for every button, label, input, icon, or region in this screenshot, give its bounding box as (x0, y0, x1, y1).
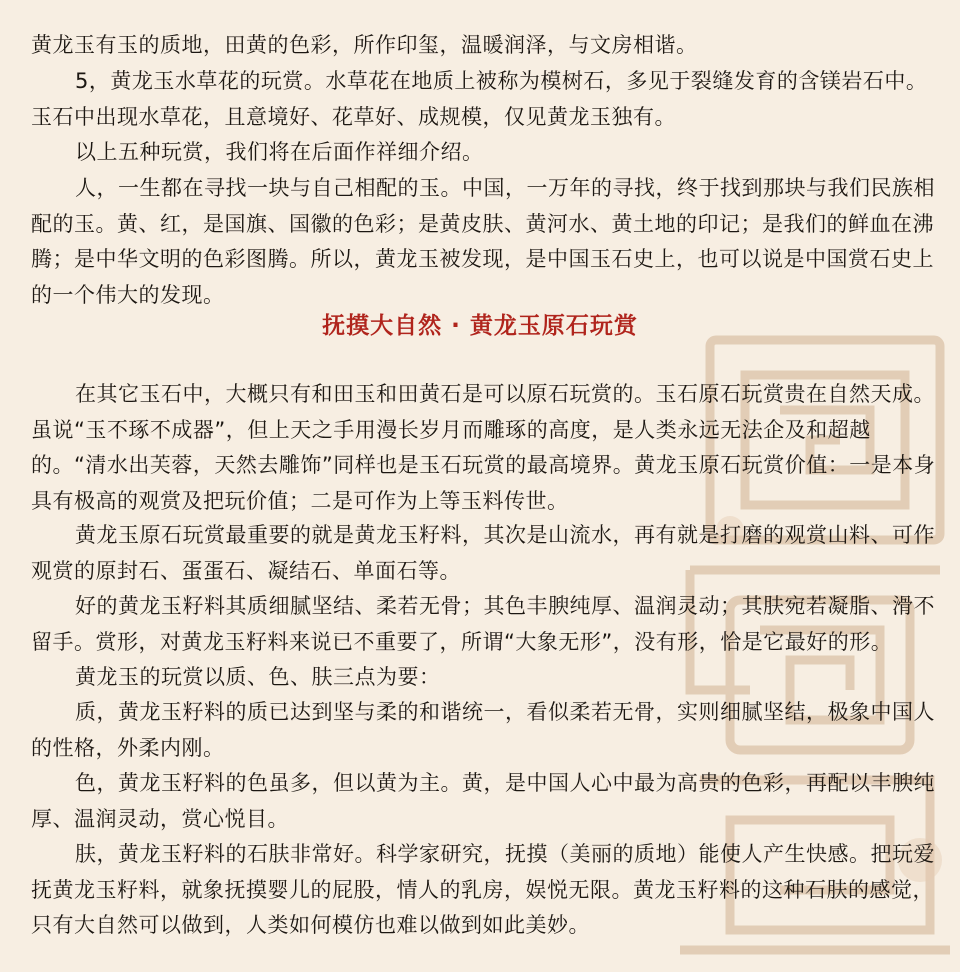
paragraph-summary: 以上五种玩赏，我们将在后面作祥细介绍。 (75, 140, 484, 164)
paragraph-raw-stone: 在其它玉石中，大概只有和田玉和田黄石是可以原石玩赏的。玉石原石玩赏贵在自然天成。虽说“玉不琢不成器”，但上天之手用漫长岁月而雕琢的高度，是人类永远无法企及和超越的。“清水出芙蓉，天然去雕饰”同样也是玉石玩赏的最高境界。黄龙玉原石玩赏价值：一是本身具有极高的观赏及把玩价值；二是可作为上等玉料传世。 (31, 382, 936, 513)
paragraph-color: 色，黄龙玉籽料的色虽多，但以黄为主。黄，是中国人心中最为高贵的色彩，再配以丰腴纯厚、温润灵动，赏心悦目。 (31, 771, 935, 831)
section-heading: 抚摸大自然 · 黄龙玉原石玩赏 (322, 313, 638, 339)
paragraph-texture: 质，黄龙玉籽料的质已达到坚与柔的和谐统一，看似柔若无骨，实则细腻坚结，极象中国人的性格，外柔内刚。 (31, 700, 935, 760)
paragraph-discovery: 人，一生都在寻找一块与自己相配的玉。中国，一万年的寻找，终于找到那块与我们民族相配的玉。黄、红，是国旗、国徽的色彩；是黄皮肤、黄河水、黄土地的印记；是我们的鲜血在沸腾；是中华文明的色彩图腾。所以，黄龙玉被发现，是中国玉石史上，也可以说是中国赏石史上的一个伟大的发现。 (31, 176, 935, 307)
paragraph-quality: 好的黄龙玉籽料其质细腻坚结、柔若无骨；其色丰腴纯厚、温润灵动；其肤宛若凝脂、滑不留手。赏形，对黄龙玉籽料来说已不重要了，所谓“大象无形”，没有形，恰是它最好的形。 (31, 594, 935, 654)
paragraph-intro: 黄龙玉有玉的质地，田黄的色彩，所作印玺，温暖润泽，与文房相谐。 (31, 33, 698, 57)
paragraph-skin: 肤，黄龙玉籽料的石肤非常好。科学家研究，抚摸（美丽的质地）能使人产生快感。把玩爱抚黄龙玉籽料，就象抚摸婴儿的屁股，情人的乳房，娱悦无限。黄龙玉籽料的这种石肤的感觉，只有大自然可以做到，人类如何模仿也难以做到如此美妙。 (31, 842, 935, 937)
paragraph-three-points: 黄龙玉的玩赏以质、色、肤三点为要： (75, 665, 441, 689)
paragraph-item-5: 5，黄龙玉水草花的玩赏。水草花在地质上被称为模树石，多见于裂缝发育的含镁岩石中。玉石中出现水草花，且意境好、花草好、成规模，仅见黄龙玉独有。 (31, 69, 928, 129)
paragraph-seed-material: 黄龙玉原石玩赏最重要的就是黄龙玉籽料，其次是山流水，再有就是打磨的观赏山料、可作观赏的原封石、蛋蛋石、凝结石、单面石等。 (31, 523, 935, 583)
